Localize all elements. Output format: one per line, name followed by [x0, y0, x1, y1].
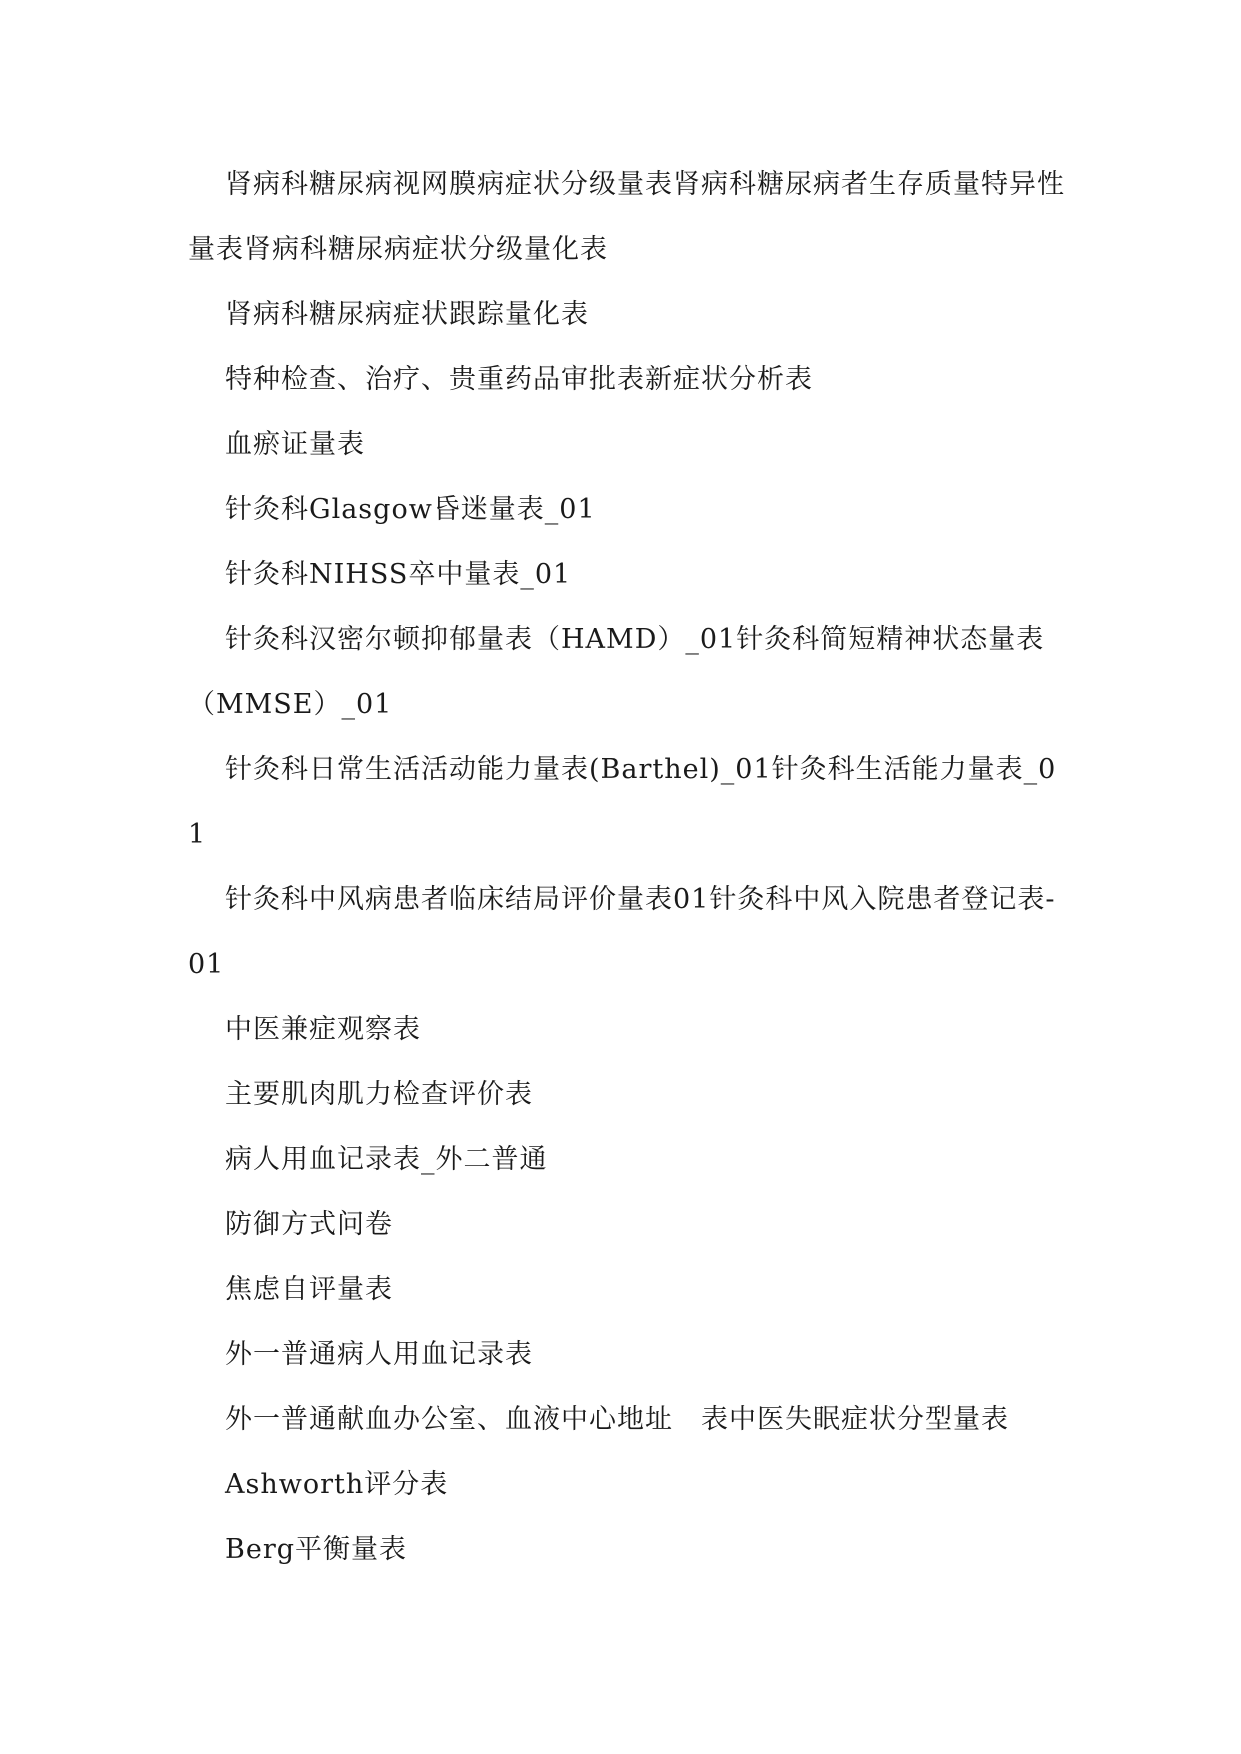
paragraph-blood-stasis-scale: 血瘀证量表 — [225, 429, 365, 460]
paragraph-anxiety-self-rating: 焦虑自评量表 — [225, 1274, 393, 1305]
paragraph-muscle-strength-form: 主要肌肉肌力检查评价表 — [225, 1079, 533, 1110]
document-body — [188, 152, 1070, 1582]
paragraph-berg-balance-scale: Berg平衡量表 — [225, 1534, 408, 1565]
paragraph-blood-record-surgery2: 病人用血记录表_外二普通 — [225, 1144, 548, 1175]
paragraph-glasgow-scale: 针灸科Glasgow昏迷量表_01 — [225, 494, 596, 525]
paragraph-stroke-outcome-scales: 针灸科中风病患者临床结局评价量表01针灸科中风入院患者登记表-01 — [188, 884, 1056, 980]
paragraph-ashworth-scale: Ashworth评分表 — [225, 1469, 449, 1500]
paragraph-kidney-symptom-tracking: 肾病科糖尿病症状跟踪量化表 — [225, 299, 589, 330]
paragraph-barthel-scales: 针灸科日常生活活动能力量表(Barthel)_01针灸科生活能力量表_01 — [188, 754, 1057, 850]
paragraph-defense-style-questionnaire: 防御方式问卷 — [225, 1209, 393, 1240]
paragraph-blood-record-surgery1: 外一普通病人用血记录表 — [225, 1339, 533, 1370]
paragraph-special-exam-approval: 特种检查、治疗、贵重药品审批表新症状分析表 — [225, 364, 813, 395]
paragraph-hamd-mmse-scales: 针灸科汉密尔顿抑郁量表（HAMD）_01针灸科简短精神状态量表（MMSE）_01 — [188, 624, 1045, 720]
paragraph-kidney-retinopathy-scales: 肾病科糖尿病视网膜病症状分级量表肾病科糖尿病者生存质量特异性量表肾病科糖尿病症状分级量化表 — [188, 169, 1065, 265]
paragraph-blood-office-insomnia-scale: 外一普通献血办公室、血液中心地址 表中医失眠症状分型量表 — [225, 1404, 1009, 1435]
paragraph-tcm-symptom-observation: 中医兼症观察表 — [225, 1014, 421, 1045]
paragraph-nihss-scale: 针灸科NIHSS卒中量表_01 — [225, 559, 572, 590]
